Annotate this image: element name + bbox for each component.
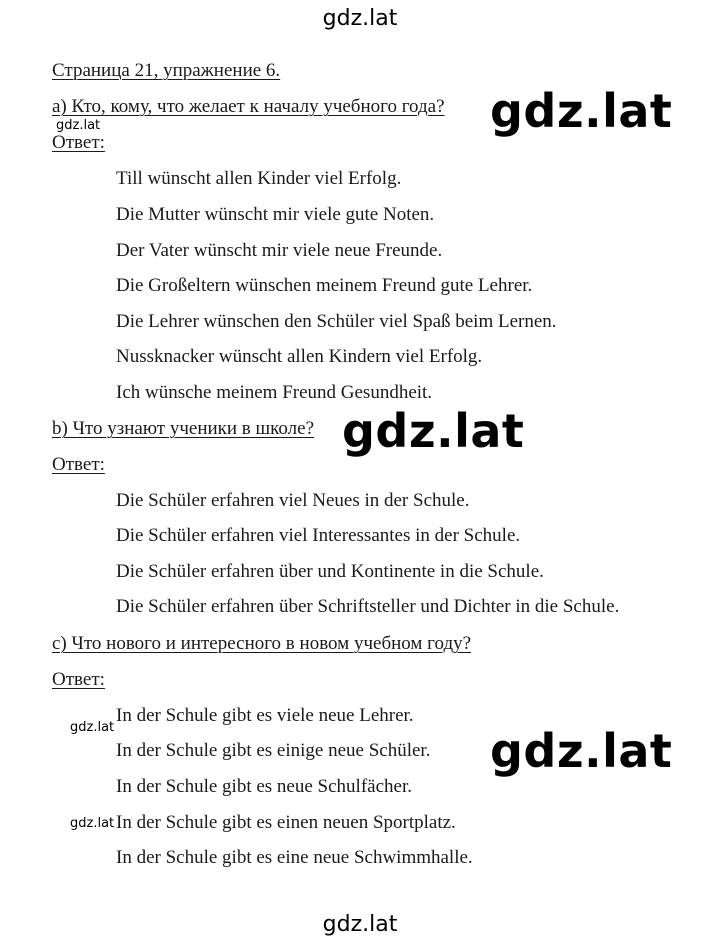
answer-a-2: Die Mutter wünscht mir viele gute Noten. [116,204,435,225]
answer-c-4: In der Schule gibt es einen neuen Sportplatz. [116,812,456,833]
watermark-large-1: gdz.lat [490,84,673,138]
question-c: c) Что нового и интересного в новом учебном году? [52,633,472,654]
answer-a-7: Ich wünsche meinem Freund Gesundheit. [116,382,433,402]
watermark-top: gdz.lat [322,6,398,31]
watermark-bottom: gdz.lat [322,912,398,937]
answer-a-1: Till wünscht allen Kinder viel Erfolg. [116,168,402,189]
answer-c-5: In der Schule gibt es eine neue Schwimmhalle. [116,847,473,868]
watermark-small-1: gdz.lat [56,118,101,133]
answer-label-c: Ответ: [52,669,105,690]
watermark-large-2: gdz.lat [342,404,525,458]
answer-c-1: In der Schule gibt es viele neue Lehrer. [116,705,414,726]
answer-a-3: Der Vater wünscht mir viele neue Freunde. [116,240,443,261]
answer-b-3: Die Schüler erfahren über und Kontinente in die Schule. [116,561,544,582]
watermark-small-3: gdz.lat [70,816,115,831]
answer-b-1: Die Schüler erfahren viel Neues in der Schule. [116,490,470,511]
answer-label-a: Ответ: [52,132,105,153]
answer-c-2: In der Schule gibt es einige neue Schüler. [116,740,431,761]
page-heading: Страница 21, упражнение 6. [52,60,281,81]
answer-b-2: Die Schüler erfahren viel Interessantes in der Schule. [116,525,521,546]
answer-a-4: Die Großeltern wünschen meinem Freund gute Lehrer. [116,275,533,296]
answer-label-b: Ответ: [52,454,105,475]
answer-b-4: Die Schüler erfahren über Schriftsteller und Dichter in die Schule. [116,596,620,617]
question-b: b) Что узнают ученики в школе? [52,418,315,439]
answer-c-3: In der Schule gibt es neue Schulfächer. [116,776,412,797]
question-a: а) Кто, кому, что желает к началу учебного года? [52,96,445,117]
answer-a-6: Nussknacker wünscht allen Kindern viel Erfolg. [116,346,483,367]
watermark-large-3: gdz.lat [490,724,673,778]
answer-a-5: Die Lehrer wünschen den Schüler viel Spaß beim Lernen. [116,311,557,332]
watermark-small-2: gdz.lat [70,720,115,735]
